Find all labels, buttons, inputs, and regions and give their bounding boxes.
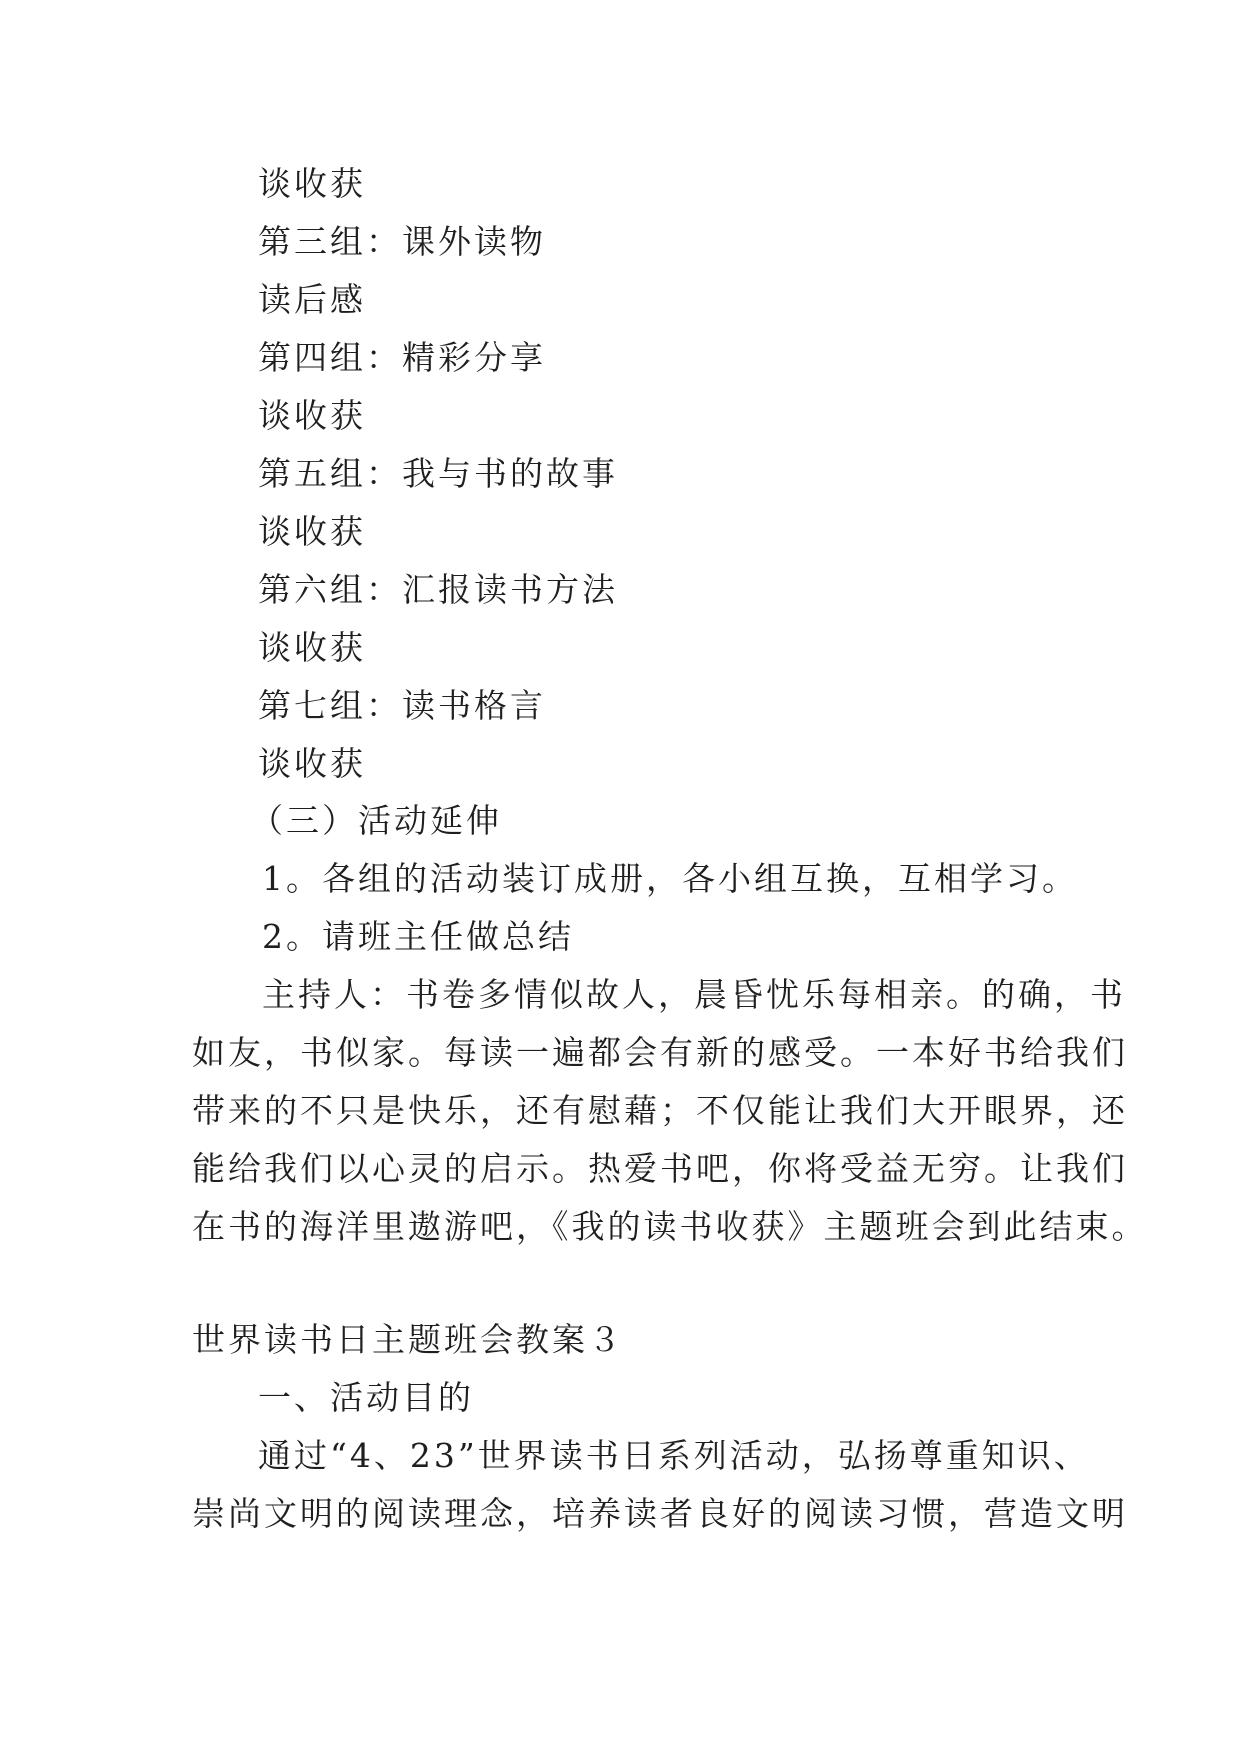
text-line: 第三组：课外读物 bbox=[258, 222, 546, 261]
text-line: 第四组：精彩分享 bbox=[258, 338, 546, 377]
text-line: 1。各组的活动装订成册，各小组互换，互相学习。 bbox=[262, 859, 1078, 898]
paragraph-line: 主持人：书卷多情似故人，晨昏忧乐每相亲。的确，书 bbox=[262, 975, 1126, 1014]
text-line: 第六组：汇报读书方法 bbox=[258, 570, 618, 609]
text-line: 谈收获 bbox=[258, 628, 366, 667]
paragraph-line: 能给我们以心灵的启示。热爱书吧，你将受益无穷。让我们 bbox=[192, 1149, 1128, 1188]
text-line: 谈收获 bbox=[258, 164, 366, 203]
text-line: 谈收获 bbox=[258, 744, 366, 783]
paragraph-line: 在书的海洋里遨游吧，《我的读书收获》主题班会到此结束。 bbox=[192, 1207, 1148, 1246]
text-line: 谈收获 bbox=[258, 396, 366, 435]
section-title: 世界读书日主题班会教案３ bbox=[192, 1320, 624, 1359]
section-heading: （三）活动延伸 bbox=[250, 801, 502, 840]
text-line: 读后感 bbox=[258, 280, 366, 319]
text-line: 谈收获 bbox=[258, 512, 366, 551]
paragraph-line: 如友，书似家。每读一遍都会有新的感受。一本好书给我们 bbox=[192, 1033, 1128, 1072]
paragraph-line: 带来的不只是快乐，还有慰藉；不仅能让我们大开眼界，还 bbox=[192, 1091, 1128, 1130]
paragraph-line: 崇尚文明的阅读理念，培养读者良好的阅读习惯，营造文明 bbox=[192, 1494, 1128, 1533]
text-line: 第五组：我与书的故事 bbox=[258, 454, 618, 493]
text-line: 2。请班主任做总结 bbox=[262, 917, 574, 956]
paragraph-line: 通过“4、23”世界读书日系列活动，弘扬尊重知识、 bbox=[258, 1436, 1090, 1475]
section-heading: 一、活动目的 bbox=[258, 1378, 474, 1417]
text-line: 第七组：读书格言 bbox=[258, 686, 546, 725]
